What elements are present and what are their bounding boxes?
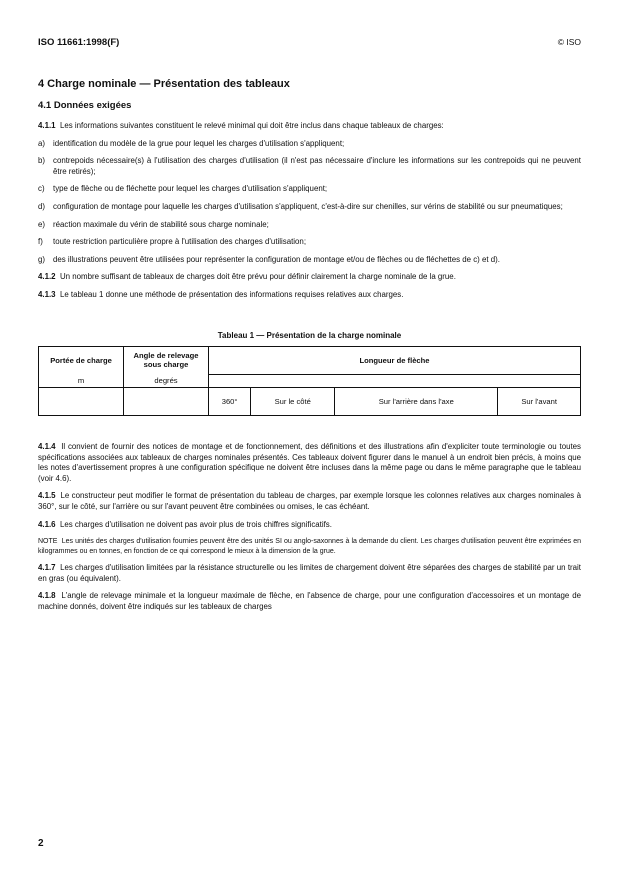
list-marker: d)	[38, 201, 46, 211]
paragraph-4-1-8	[38, 591, 581, 612]
paragraph-4-1-3	[38, 290, 581, 301]
paragraph-text: Les informations suivantes constituent le relevé minimal qui doit être inclus dans chaque tableaux de charges:	[59, 121, 444, 130]
list-marker: f)	[38, 237, 43, 247]
document-id: ISO 11661:1998(F)	[38, 37, 120, 48]
note-label: NOTE	[38, 538, 58, 546]
list-item-text: réaction maximale du vérin de stabilité sous charge nominale;	[53, 219, 269, 229]
list-item-text: contrepoids nécessaire(s) à l'utilisation des charges d'utilisation (il n'est pas nécessaire d'inclure les informations sur les contrepoids qui ne peuvent être retirés);	[53, 156, 581, 176]
list-marker: c)	[38, 184, 45, 194]
paragraph-text: Il convient de fournir des notices de montage et de fonctionnement, des définitions et des illustrations afin d'expliciter toute terminologie ou toutes spécifications associées aux tableaux de charges nominales présentés. Ces tableaux doivent figurer dans le manuel à un endroit bien précis, à moins que les notes d'avertissement propres à une configuration spécifique ne doivent être incluses dans la même page ou dans le même paragraphe que le tableau (voir 4.6).	[38, 442, 581, 483]
list-item	[38, 139, 581, 150]
sub-header-front: Sur l'avant	[498, 388, 581, 416]
list-item-text: des illustrations peuvent être utilisées pour représenter la configuration de montage et/ou de flèches ou de fléchettes de c) et d).	[53, 254, 500, 264]
list-marker: a)	[38, 138, 46, 148]
paragraph-4-1-2	[38, 272, 581, 283]
table-title: Tableau 1 — Présentation de la charge nominale	[217, 330, 402, 340]
page-content	[38, 78, 581, 619]
paragraph-text: Les charges d'utilisation limitées par la résistance structurelle ou les limites de chargement doivent être séparées des charges de stabilité par un trait en gras (ou équivalent).	[38, 563, 581, 583]
list-item	[38, 202, 581, 213]
clause-number: 4.1.1	[38, 121, 56, 130]
page-number: 2	[38, 838, 44, 849]
col-header-reach: Portée de charge	[50, 355, 112, 365]
clause-number: 4.1.6	[38, 519, 56, 529]
clause-number: 4.1.4	[38, 442, 56, 452]
table-spacer-cell	[209, 374, 581, 388]
sub-header-rear: Sur l'arrière dans l'axe	[335, 388, 498, 416]
page-header	[38, 37, 581, 51]
unit-reach: m	[39, 374, 124, 388]
clause-number: 4.1.3	[38, 289, 56, 299]
paragraph-text: Un nombre suffisant de tableaux de charges doit être prévu pour définir clairement la charge nominale de la grue.	[59, 272, 456, 282]
list-item-text: type de flèche ou de fléchette pour lequel les charges d'utilisation s'appliquent;	[53, 184, 328, 194]
section-title: 4 Charge nominale — Présentation des tableaux	[38, 78, 290, 90]
list-item	[38, 220, 581, 231]
list-item-text: configuration de montage pour laquelle les charges d'utilisation s'appliquent, c'est-à-dire sur chenilles, sur vérins de stabilité ou sur pneumatiques;	[53, 201, 563, 211]
clause-number: 4.1.5	[38, 491, 56, 501]
list-item-text: toute restriction particulière propre à l'utilisation des charges d'utilisation;	[53, 237, 307, 247]
clause-number: 4.1.7	[38, 563, 56, 572]
table-cell-empty	[124, 388, 209, 416]
paragraph-text: Le tableau 1 donne une méthode de présentation des informations requises relatives aux charges.	[59, 289, 404, 299]
table-cell-empty	[39, 388, 124, 416]
list-marker: e)	[38, 219, 46, 229]
note-block	[38, 537, 581, 556]
list-marker: g)	[38, 254, 46, 264]
paragraph-4-1-6	[38, 520, 581, 531]
paragraph-4-1-5	[38, 491, 581, 512]
list-item	[38, 255, 581, 266]
list-item	[38, 156, 581, 177]
paragraph-4-1-4	[38, 442, 581, 484]
table-header-cell	[124, 346, 209, 374]
paragraph-4-1-7	[38, 563, 581, 584]
sub-header-360: 360°	[209, 388, 251, 416]
requirements-list	[38, 139, 581, 266]
copyright-notice: © ISO	[557, 37, 581, 47]
paragraph-text: L'angle de relevage minimale et la longueur maximale de flèche, en l'absence de charge, pour une configuration d'accessoires et un montage de machine donnés, doivent être indiqués sur les tableaux de charges	[38, 591, 582, 611]
list-item-text: identification du modèle de la grue pour lequel les charges d'utilisation s'appliquent;	[53, 138, 345, 148]
col-header-angle: Angle de relevage sous charge	[133, 351, 199, 370]
clause-number: 4.1.2	[38, 272, 56, 282]
paragraph-text: Le constructeur peut modifier le format de présentation du tableau de charges, par exemple lorsque les colonnes relatives aux charges nominales à 360°, sur le côté, sur l'arrière ou sur l'avant peuvent être combinées ou omises, le cas échéant.	[38, 491, 581, 511]
col-header-boom-length: Longueur de flèche	[209, 346, 581, 374]
list-item	[38, 237, 581, 248]
list-item	[38, 184, 581, 195]
list-marker: b)	[38, 156, 46, 166]
subsection-title: 4.1 Données exigées	[38, 100, 132, 111]
note-text: Les unités des charges d'utilisation fournies peuvent être des unités SI ou anglo-saxonnes à la demande du client. Les charges d'utilisation peuvent être exprimées en kilogrammes ou en tonnes, en fonction de ce qui correspond le mieux à la dimension de la grue.	[38, 538, 582, 555]
table-header-cell	[39, 346, 124, 374]
sub-header-side: Sur le côté	[251, 388, 335, 416]
paragraph-4-1-1	[38, 121, 581, 132]
paragraph-text: Les charges d'utilisation ne doivent pas avoir plus de trois chiffres significatifs.	[59, 519, 332, 529]
clause-number: 4.1.8	[38, 591, 56, 601]
rated-load-table	[38, 346, 581, 417]
unit-angle: degrés	[124, 374, 209, 388]
